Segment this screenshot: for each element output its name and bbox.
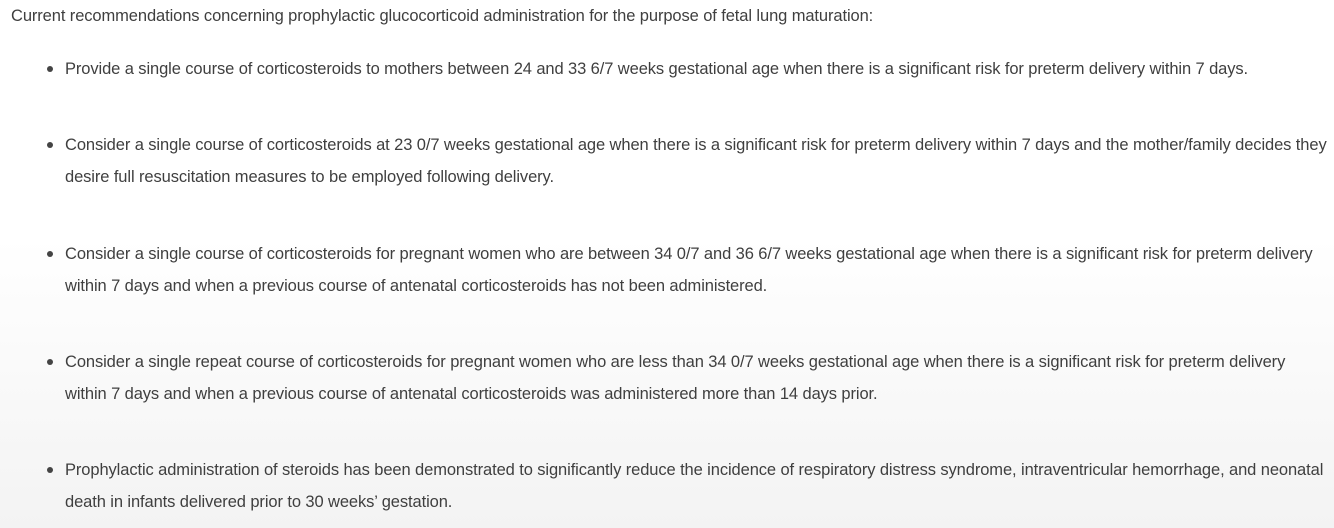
list-item-text: Consider a single repeat course of corticosteroids for pregnant women who are less than 34 0/7 weeks gestational age when there is a significant risk for preterm delivery within 7 days and when a previous course of antenatal corticosteroids was administered more than 14 days prior. bbox=[65, 353, 1286, 403]
list-item bbox=[65, 53, 1327, 85]
bullet-icon bbox=[47, 467, 53, 473]
list-item-text: Consider a single course of corticosteroids at 23 0/7 weeks gestational age when there is a significant risk for preterm delivery within 7 days and the mother/family decides they desire full resuscitation measures to be employed following delivery. bbox=[65, 136, 1327, 186]
list-item bbox=[65, 346, 1327, 410]
list-item bbox=[65, 129, 1327, 193]
list-item-text: Provide a single course of corticosteroids to mothers between 24 and 33 6/7 weeks gestational age when there is a significant risk for preterm delivery within 7 days. bbox=[65, 60, 1249, 78]
bullet-icon bbox=[47, 66, 53, 72]
bullet-icon bbox=[47, 142, 53, 148]
list-item-text: Consider a single course of corticosteroids for pregnant women who are between 34 0/7 and 36 6/7 weeks gestational age when there is a significant risk for preterm delivery within 7 days and when a previous course of antenatal corticosteroids has not been administered. bbox=[65, 245, 1313, 295]
intro-text: Current recommendations concerning prophylactic glucocorticoid administration for the purpose of fetal lung maturation: bbox=[11, 7, 874, 25]
list-item bbox=[65, 238, 1327, 302]
list-item-text: Prophylactic administration of steroids has been demonstrated to significantly reduce the incidence of respiratory distress syndrome, intraventricular hemorrhage, and neonatal death in infants delivered prior to 30 weeks’ gestation. bbox=[65, 461, 1324, 511]
bullet-icon bbox=[47, 359, 53, 365]
bullet-icon bbox=[47, 251, 53, 257]
list-item bbox=[65, 454, 1327, 518]
